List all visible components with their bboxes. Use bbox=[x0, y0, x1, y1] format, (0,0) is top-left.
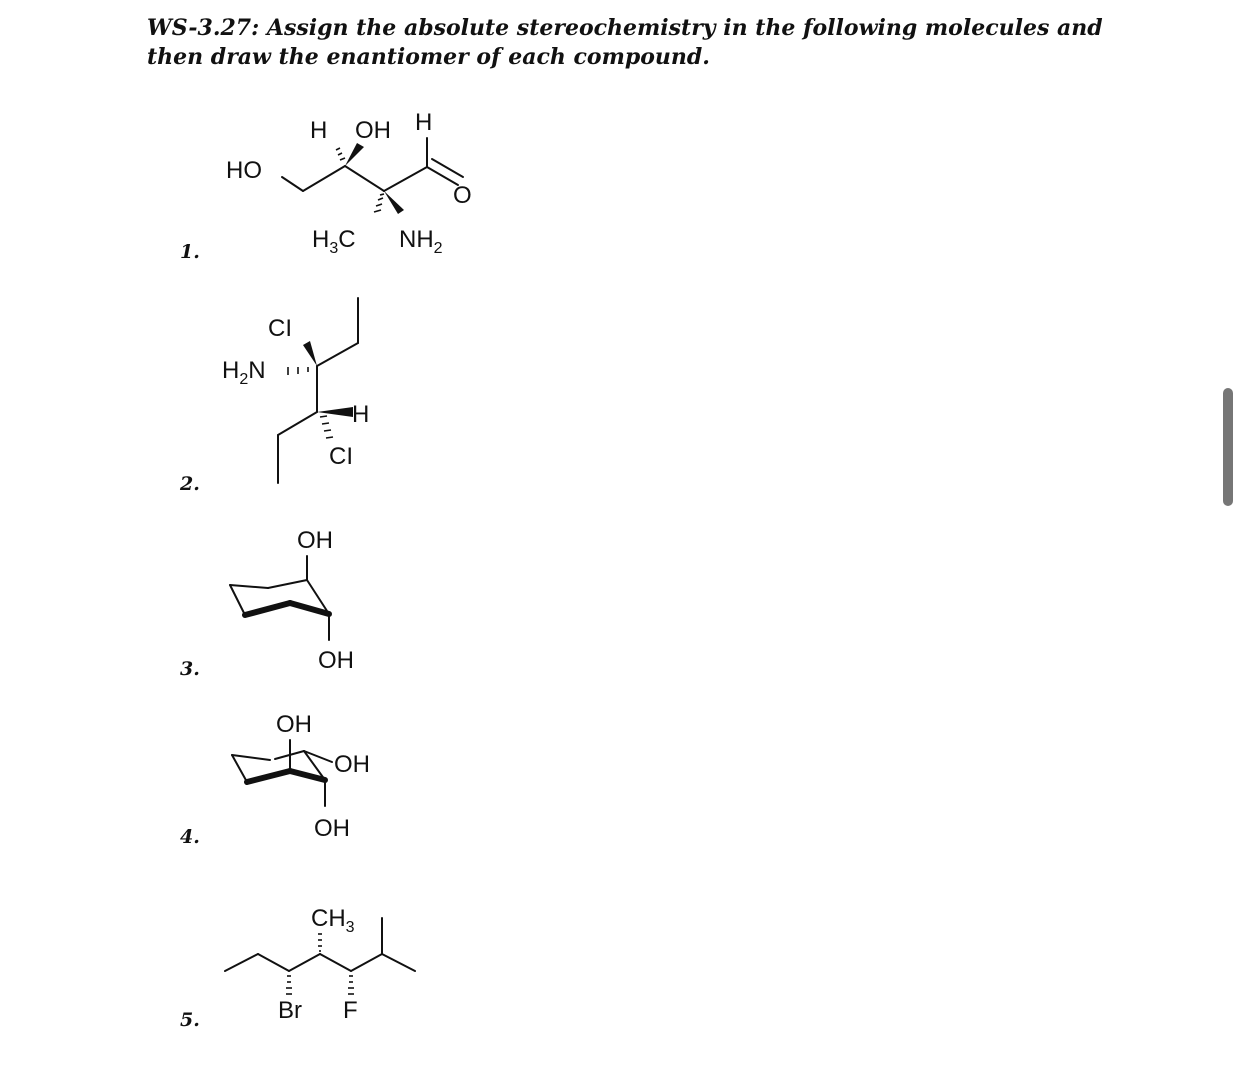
label-ch3: $CH_3$ bbox=[311, 905, 355, 936]
label-cl-top: CI bbox=[268, 315, 292, 342]
worksheet-title: WS-3.27: Assign the absolute stereochemistry in the following molecules and then draw the enantiomer of each compound. bbox=[147, 15, 1103, 70]
label-br: Br bbox=[278, 997, 302, 1024]
label-o: O bbox=[453, 182, 472, 209]
label-h-right: H bbox=[415, 109, 433, 136]
label-f: F bbox=[343, 997, 358, 1024]
molecule-1 bbox=[226, 109, 472, 257]
problem-number-4: 4. bbox=[180, 826, 200, 848]
label-oh-bottom: OH bbox=[318, 647, 354, 674]
problem-number-1: 1. bbox=[180, 241, 200, 263]
label-cl-bottom: CI bbox=[329, 443, 353, 470]
problem-number-5: 5. bbox=[180, 1009, 200, 1031]
label-h3c: $H_3C$ bbox=[312, 226, 356, 257]
label-h-left: H bbox=[310, 117, 328, 144]
label-oh-bottom: OH bbox=[314, 815, 350, 842]
molecule-3 bbox=[230, 527, 354, 674]
label-oh: OH bbox=[355, 117, 391, 144]
label-h: H bbox=[352, 401, 370, 428]
problem-number-2: 2. bbox=[180, 473, 200, 495]
label-nh2: $NH_2$ bbox=[399, 226, 443, 257]
label-oh-top: OH bbox=[276, 711, 312, 738]
label-h2n: $H_2N$ bbox=[222, 357, 266, 388]
label-ho: HO bbox=[226, 157, 262, 184]
vertical-scrollbar[interactable] bbox=[1223, 388, 1233, 506]
problem-number-3: 3. bbox=[180, 658, 200, 680]
molecule-4 bbox=[232, 711, 370, 842]
molecule-2 bbox=[222, 298, 369, 483]
molecule-5 bbox=[225, 905, 415, 1024]
label-oh-right: OH bbox=[334, 751, 370, 778]
label-oh-top: OH bbox=[297, 527, 333, 554]
